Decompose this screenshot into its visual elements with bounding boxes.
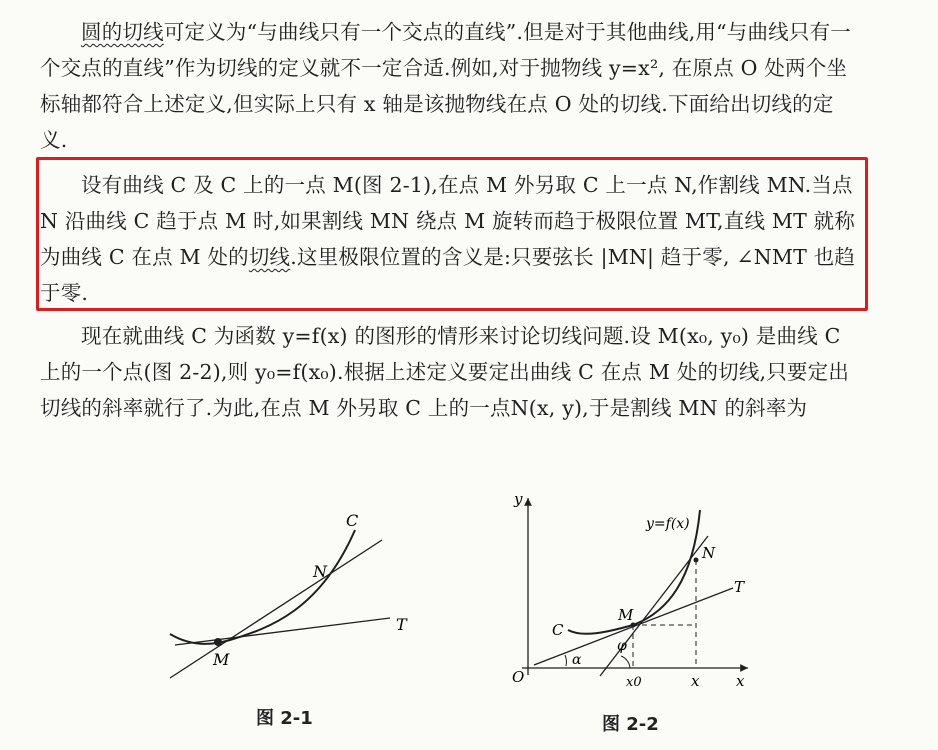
point-m-dot (214, 638, 222, 646)
paragraph-1-text: 可定义为“与曲线只有一个交点的直线”.但是对于其他曲线,用“与曲线只有一个交点的直线”作为切线的定义就不一定合适.例如,对于抛物线 y=x², 在原点 O 处两个坐标轴都符合上述定义,但实际上只有 x 轴是该抛物线在点 O 处的切线.下面给出切线的定义. (40, 20, 851, 152)
label-c: C (346, 511, 359, 530)
label-n: N (313, 562, 327, 581)
label-t-2: T (734, 578, 745, 596)
point-n-2-dot (694, 558, 699, 563)
paragraph-circle-tangent (40, 14, 860, 158)
figure-2-1-caption: 图 2-1 (256, 708, 313, 729)
paragraph-2-text-end: .这里极限位置的含义是:只要弦长 |MN| 趋于零, ∠NMT 也趋于零. (40, 245, 856, 305)
label-alpha: α (572, 652, 582, 668)
label-m: M (213, 650, 230, 669)
label-t: T (396, 615, 407, 634)
label-x-tick: x (691, 672, 700, 690)
label-c-2: C (552, 621, 564, 639)
label-function: y=f(x) (646, 516, 690, 532)
label-m-2: M (618, 606, 634, 624)
label-x-axis: x (736, 672, 745, 690)
figure-2-2-caption: 图 2-2 (602, 714, 659, 735)
term-circle-tangent: 圆的切线 (81, 20, 164, 44)
paragraph-2-text: 设有曲线 C 及 C 上的一点 M(图 2-1),在点 M 外另取 C 上一点 N,作割线 MN.当点 N 沿曲线 C 趋于点 M 时,如果割线 MN 绕点 M 旋转而趋于极限位置 MT,直线 MT 就称为曲线 C 在点 M 处的 (40, 173, 856, 269)
figure-2-1 (150, 500, 430, 680)
phi-arc (621, 656, 630, 668)
figure-2-2 (508, 490, 768, 700)
paragraph-3-text: 现在就曲线 C 为函数 y=f(x) 的图形的情形来讨论切线问题.设 M(x₀, y₀) 是曲线 C 上的一个点(图 2-2),则 y₀=f(x₀).根据上述定义要定出曲线 C 在点 M 处的切线,只要定出切线的斜率就行了.为此,在点 M 外另取 C 上的一点N(x, y),于是割线 MN 的斜率为 (40, 324, 850, 420)
alpha-arc (565, 655, 566, 666)
label-n-2: N (702, 544, 716, 562)
paragraph-tangent-definition (40, 167, 860, 311)
figure-2-2-diagram (508, 490, 768, 700)
paragraph-function-tangent (40, 318, 860, 426)
label-phi: φ (617, 638, 627, 654)
figure-2-1-diagram (150, 500, 430, 680)
secant-line (170, 540, 382, 678)
tangent-line (175, 618, 390, 645)
curve-c (170, 530, 355, 644)
term-tangent: 切线 (248, 245, 291, 269)
label-x0: x0 (626, 675, 642, 690)
secant-line-2 (600, 536, 708, 676)
label-y-axis: y (514, 490, 523, 508)
label-origin: O (512, 668, 525, 686)
